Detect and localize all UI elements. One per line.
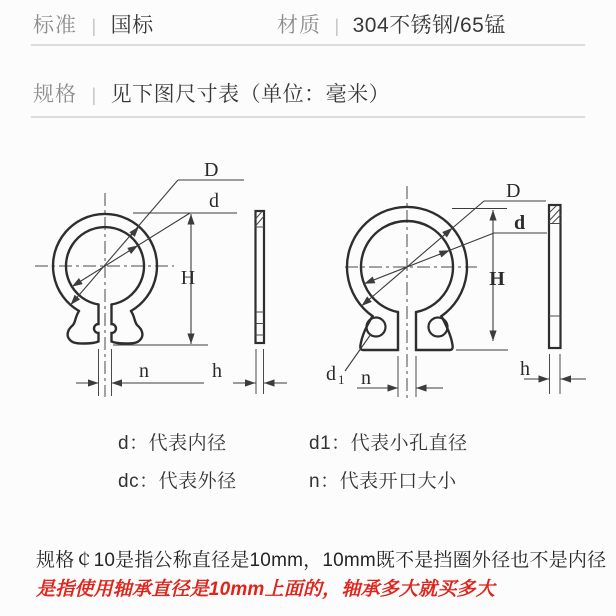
right-label-d-inner-diameter: d — [514, 212, 526, 234]
left-lug-hole — [367, 318, 386, 337]
standard-separator: | — [91, 16, 97, 36]
material-separator: | — [334, 16, 340, 36]
material-value: 304不锈钢/65锰 — [352, 14, 506, 37]
material-label: 材质 — [277, 14, 321, 37]
left-ring-diagram — [35, 159, 287, 397]
legend-n-opening-size: n：代表开口大小 — [309, 471, 457, 492]
legend-d-inner-diameter: d：代表内径 — [118, 433, 227, 454]
note-bearing-size-warning: 是指使用轴承直径是10mm上面的，轴承多大就买多大 — [36, 579, 495, 600]
left-label-D-outer-diameter: D — [204, 159, 219, 181]
right-label-n-gap: n — [361, 367, 371, 389]
legend-dc-outer-diameter: dc：代表外径 — [118, 471, 237, 492]
left-label-d-inner-diameter: d — [209, 190, 219, 212]
right-label-d1-hole-diameter: d — [326, 363, 336, 385]
left-label-h-thickness: h — [212, 360, 222, 382]
standard-value: 国标 — [110, 14, 154, 37]
right-lug-hole — [429, 318, 448, 337]
spec-separator: | — [91, 85, 97, 105]
right-label-d1-subscript: 1 — [338, 372, 345, 387]
note-nominal-diameter: 规格￠10是指公称直径是10mm，10mm既不是挡圈外径也不是内径 — [36, 550, 607, 571]
standard-label: 标准 — [33, 14, 77, 37]
right-label-H-height: H — [489, 268, 505, 290]
left-label-H-height: H — [180, 267, 196, 289]
spec-label: 规格 — [33, 83, 77, 106]
legend-d1-hole-diameter: d1：代表小孔直径 — [309, 433, 468, 454]
right-label-h-thickness: h — [520, 358, 530, 380]
left-label-n-gap: n — [139, 360, 149, 382]
right-label-D-outer-diameter: D — [506, 180, 521, 202]
right-ring-diagram — [326, 180, 586, 398]
spec-value: 见下图尺寸表（单位：毫米） — [110, 83, 391, 106]
